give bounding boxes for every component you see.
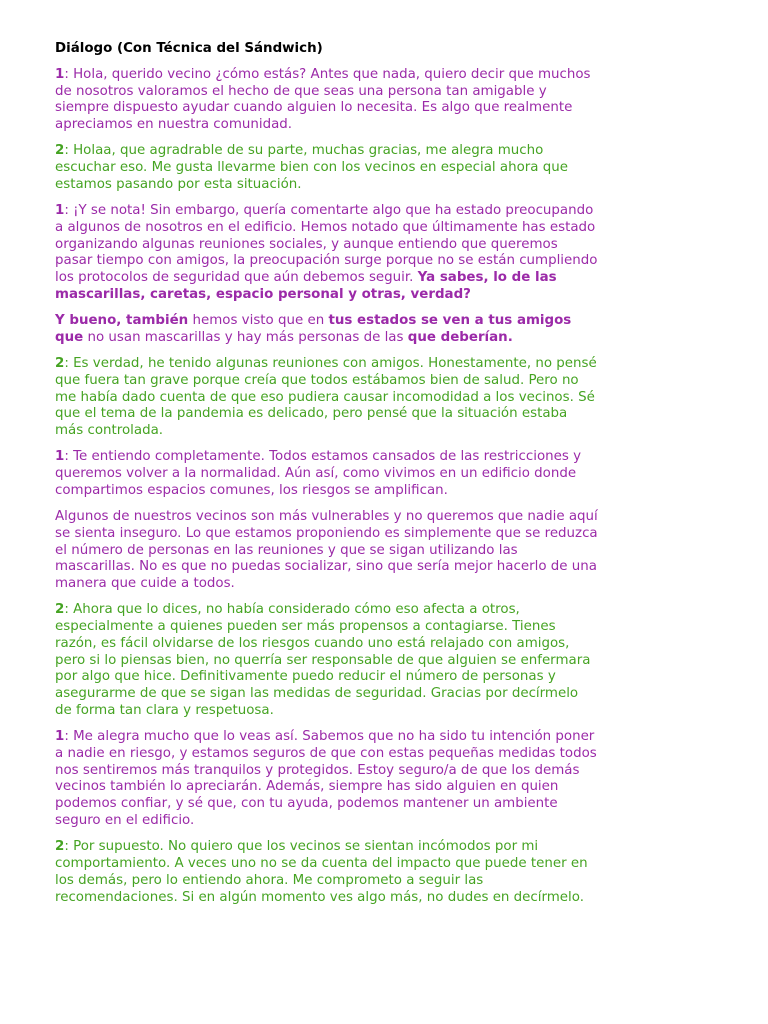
dialogue-text: Algunos de nuestros vecinos son más vulnerables y no queremos que nadie aquí se sienta inseguro. Lo que estamos proponiendo es simplemente que se reduzca el número de personas en las reuniones y que se sigan utilizando las mascarillas. No es que no puedas socializar, sino que sería mejor hacerlo de una manera que cuide a todos. bbox=[55, 508, 598, 592]
bold-text: que deberían. bbox=[407, 329, 513, 345]
dialogue-paragraph-speaker-1 bbox=[55, 313, 645, 347]
dialogue-paragraph-speaker-1 bbox=[55, 729, 645, 830]
dialogue-paragraph-speaker-1 bbox=[55, 449, 645, 499]
speaker-label: 1 bbox=[55, 729, 65, 745]
bold-text: tus estados se ven a tus amigos que bbox=[55, 313, 572, 345]
dialogue-text: : ¡Y se nota! Sin embargo, quería comentarte algo que ha estado preocupando a algunos de nosotros en el edificio. Hemos notado que últimamente has estado organizando algunas reuniones sociales, y aunque entiendo que queremos pasar tiempo con amigos, la preocupación surge porque no se están cumpliendo los protocolos de seguridad que aún debemos seguir. bbox=[55, 202, 598, 286]
dialogue-paragraph-speaker-1 bbox=[55, 509, 645, 593]
dialogue-text: : Holaa, que agradrable de su parte, muchas gracias, me alegra mucho escuchar eso. Me gusta llevarme bien con los vecinos en especial ahora que estamos pasando por esta situación. bbox=[55, 143, 568, 192]
document-title: Diálogo (Con Técnica del Sándwich) bbox=[55, 41, 323, 56]
dialogue-paragraph-speaker-2 bbox=[55, 356, 645, 440]
dialogue-paragraph-speaker-2 bbox=[55, 602, 645, 720]
dialogue-paragraph-speaker-1 bbox=[55, 67, 645, 134]
speaker-label: 2 bbox=[55, 355, 65, 371]
dialogue-text: : Es verdad, he tenido algunas reuniones con amigos. Honestamente, no pensé que fuera tan grave porque creía que todos estábamos bien de salud. Pero no me había dado cuenta de que eso pudiera causar incomodidad a los vecinos. Sé que el tema de la pandemia es delicado, pero pensé que la situación estaba más controlada. bbox=[55, 355, 597, 439]
speaker-label: 2 bbox=[55, 143, 65, 159]
dialogue-paragraph-speaker-2 bbox=[55, 839, 645, 906]
speaker-label: 2 bbox=[55, 839, 65, 855]
dialogue-text: : Hola, querido vecino ¿cómo estás? Antes que nada, quiero decir que muchos de nosotros valoramos el hecho de que seas una persona tan amigable y siempre dispuesto ayudar cuando alguien lo necesita. Es algo que realmente apreciamos en nuestra comunidad. bbox=[55, 66, 591, 133]
dialogue-text: : Te entiendo completamente. Todos estamos cansados de las restricciones y queremos volver a la normalidad. Aún así, como vivimos en un edificio donde compartimos espacios comunes, los riesgos se amplifican. bbox=[55, 449, 582, 498]
bold-text: Y bueno, también bbox=[55, 313, 189, 329]
speaker-label: 2 bbox=[55, 602, 65, 618]
speaker-label: 1 bbox=[55, 66, 65, 82]
dialogue-text: no usan mascarillas y hay más personas de las bbox=[83, 329, 408, 345]
dialogue-text: : Ahora que lo dices, no había considerado cómo eso afecta a otros, especialmente a quienes pueden ser más propensos a contagiarse. Tienes razón, es fácil olvidarse de los riesgos cuando uno está relajado con amigos, pero si lo piensas bien, no querría ser responsable de que alguien se enfermara por algo que hice. Definitivamente puedo reducir el número de personas y asegurarme de que se sigan las medidas de seguridad. Gracias por decírmelo de forma tan clara y respetuosa. bbox=[55, 602, 591, 718]
dialogue-text: : Por supuesto. No quiero que los vecinos se sientan incómodos por mi comportamiento. A veces uno no se da cuenta del impacto que puede tener en los demás, pero lo entiendo ahora. Me comprometo a seguir las recomendaciones. Si en algún momento ves algo más, no dudes en decírmelo. bbox=[55, 839, 588, 905]
document-body bbox=[55, 41, 645, 916]
speaker-label: 1 bbox=[55, 202, 65, 218]
dialogue-paragraph-speaker-1 bbox=[55, 203, 645, 304]
dialogue-text: : Me alegra mucho que lo veas así. Sabemos que no ha sido tu intención poner a nadie en riesgo, y estamos seguros de que con estas pequeñas medidas todos nos sentiremos más tranquilos y protegidos. Estoy seguro/a de que los demás vecinos también lo apreciarán. Además, siempre has sido alguien en quien podemos confiar, y sé que, con tu ayuda, podemos mantener un ambiente seguro en el edificio. bbox=[55, 729, 597, 829]
dialogue-paragraph-speaker-2 bbox=[55, 143, 645, 193]
dialogue bbox=[55, 67, 645, 907]
speaker-label: 1 bbox=[55, 449, 65, 465]
dialogue-text: hemos visto que en bbox=[188, 313, 329, 329]
bold-text: Ya sabes, lo de las mascarillas, caretas, espacio personal y otras, verdad? bbox=[55, 270, 557, 302]
